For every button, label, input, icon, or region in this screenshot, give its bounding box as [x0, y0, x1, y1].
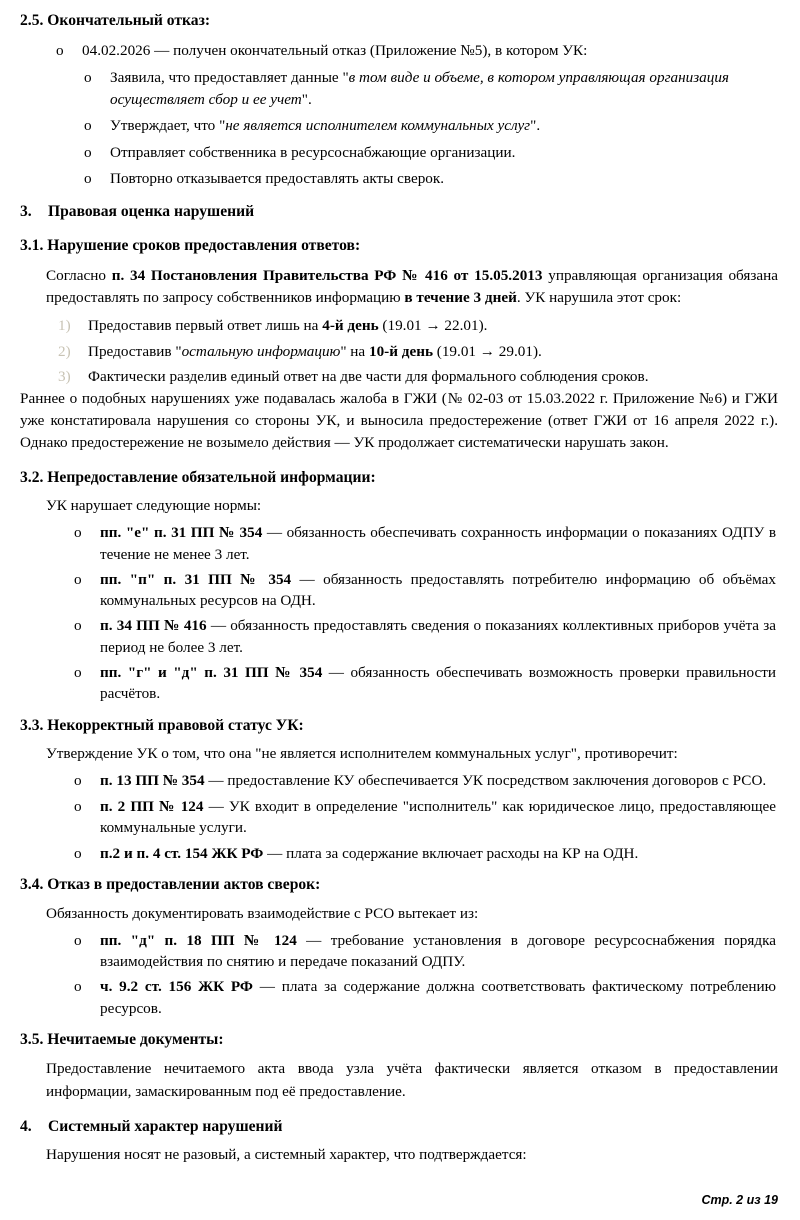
list-item: [0, 163, 800, 190]
circle-bullet-icon: o: [84, 143, 92, 161]
circle-bullet-icon: o: [84, 170, 92, 188]
list-item-label: [100, 615, 776, 658]
circle-bullet-icon: o: [74, 524, 82, 542]
list-item-label: [100, 930, 776, 973]
list-item: [0, 565, 800, 612]
bold-reference: пп. "д" п. 18 ПП № 124: [100, 931, 297, 949]
page-footer: Стр. 2 из 19: [701, 1192, 778, 1207]
text-part: — плата за содержание должна соответствовать фактическому потреблению ресурсов.: [100, 978, 776, 1017]
text-part: — обязанность обеспечивать сохранность информации о показаниях ОДПУ в течение не менее 3 лет.: [100, 524, 776, 563]
circle-bullet-icon: o: [74, 844, 82, 862]
circle-bullet-icon: o: [84, 117, 92, 135]
list-item-label: [110, 115, 774, 137]
list-item: [0, 972, 800, 1019]
quoted-italic-text: не является исполнителем коммунальных услуг: [225, 117, 531, 135]
list-item-label: Отправляет собственника в ресурсоснабжающие организации.: [110, 143, 516, 161]
heading-3-1: 3.1. Нарушение сроков предоставления ответов:: [20, 237, 361, 255]
list-item: [0, 839, 800, 865]
heading-3-5: 3.5. Нечитаемые документы:: [20, 1030, 224, 1048]
bold-reference: в течение 3 дней: [404, 289, 517, 307]
text-part: — плата за содержание включает расходы на КР на ОДН.: [263, 844, 639, 862]
heading-number: 3.: [20, 202, 32, 220]
heading-text: Правовая оценка нарушений: [48, 202, 255, 220]
text-part: Согласно: [46, 266, 112, 284]
list-item-label: [100, 662, 776, 705]
bold-reference: пп. "п" п. 31 ПП № 354: [100, 570, 292, 588]
bold-reference: п. 13 ПП № 354: [100, 772, 205, 790]
heading-3-4: 3.4. Отказ в предоставлении актов сверок:: [20, 876, 321, 894]
text-part: Предоставив первый ответ лишь на: [88, 317, 323, 335]
bold-reference: 4-й день: [322, 317, 379, 335]
circle-bullet-icon: o: [74, 570, 82, 588]
bold-reference: п.2 и п. 4 ст. 154 ЖК РФ: [100, 844, 264, 862]
list-item-label: [110, 67, 774, 110]
text-part: — обязанность предоставлять сведения о показаниях коллективных приборов учёта за период не более 3 лет.: [100, 617, 776, 656]
circle-bullet-icon: o: [74, 978, 82, 996]
bold-reference: пп. "е" п. 31 ПП № 354: [100, 524, 263, 542]
paragraph-3-5: Предоставление нечитаемого акта ввода узла учёта фактически является отказом в предоставлении информации, замаскированным под её предоставление.: [46, 1060, 778, 1100]
text-part: управляющая организация обязана предоставлять по запросу собственников информацию: [46, 266, 778, 307]
list-item: [0, 62, 800, 110]
circle-bullet-icon: o: [74, 664, 82, 682]
list-item: [0, 337, 800, 363]
list-item-label: Повторно отказывается предоставлять акты сверок.: [110, 170, 445, 188]
list-item-label: [100, 770, 776, 791]
text-part: (19.01 → 29.01).: [432, 342, 542, 360]
heading-3-2: 3.2. Непредоставление обязательной информации:: [20, 468, 376, 486]
list-item-label: [100, 976, 776, 1019]
circle-bullet-icon: o: [56, 42, 64, 60]
list-item: [0, 766, 800, 792]
list-item-label: [88, 341, 776, 363]
list-item-label: [100, 796, 776, 839]
paragraph-3-1: [0, 260, 800, 311]
text-part: — предоставление КУ обеспечивается УК посредством заключения договоров с РСО.: [204, 772, 767, 790]
list-number-marker: 2): [58, 342, 71, 360]
list-item-label: 04.02.2026 — получен окончательный отказ (Приложение №5), в котором УК:: [82, 42, 588, 60]
list-item: [0, 311, 800, 337]
bold-reference: 10-й день: [368, 342, 433, 360]
sublist-2-5: [0, 62, 800, 190]
bold-reference: ч. 9.2 ст. 156 ЖК РФ: [100, 978, 253, 996]
intro-3-2: УК нарушает следующие нормы:: [46, 497, 262, 515]
text-part: . УК нарушила этот срок:: [516, 289, 682, 307]
circle-bullet-icon: o: [74, 617, 82, 635]
list-item: [0, 34, 800, 62]
list-item: [0, 658, 800, 705]
intro-3-3: Утверждение УК о том, что она "не является исполнителем коммунальных услуг", противоречит:: [46, 745, 678, 763]
list-item: [0, 611, 800, 658]
list-item: [0, 926, 800, 973]
circle-bullet-icon: o: [74, 931, 82, 949]
list-item: [0, 362, 800, 388]
intro-3-4: Обязанность документировать взаимодействие с РСО вытекает из:: [46, 904, 479, 922]
list-item-label: [100, 569, 776, 612]
list-3-3: [0, 766, 800, 864]
paragraph-3-1-after: Раннее о подобных нарушениях уже подавалась жалоба в ГЖИ (№ 02-03 от 15.03.2022 г. Приложение №6) и ГЖИ уже констатировала нарушения со стороны УК, и выносила предостережение (ответ ГЖИ от 16 апреля 2022 г.). Однако предостережение не возымело действия — УК продолжает систематически нарушать закон.: [20, 390, 778, 452]
heading-3: [0, 190, 800, 225]
list-item: [0, 137, 800, 164]
bold-reference: п. 2 ПП № 124: [100, 797, 204, 815]
heading-text: Системный характер нарушений: [48, 1117, 283, 1135]
text-part: Заявила, что предоставляет данные ": [110, 69, 349, 87]
list-number-marker: 1): [58, 317, 71, 335]
paragraph-4: Нарушения носят не разовый, а системный характер, что подтверждается:: [46, 1146, 527, 1164]
heading-4: [0, 1105, 800, 1140]
bold-reference: пп. "г" и "д" п. 31 ПП № 354: [100, 664, 323, 682]
list-3-2: [0, 518, 800, 704]
heading-3-3: 3.3. Некорректный правовой статус УК:: [20, 716, 304, 734]
text-part: — УК входит в определение "исполнитель" как юридическое лицо, предоставляющее коммунальные услуги.: [100, 797, 776, 837]
list-item-label: [100, 843, 776, 864]
quoted-italic-text: в том виде и объеме, в котором управляющая организация осуществляет сбор и ее учет: [110, 69, 729, 108]
list-number-marker: 3): [58, 368, 71, 386]
text-part: — обязанность предоставлять потребителю информацию об объёмах коммунальных ресурсов на ОДН.: [100, 570, 776, 610]
list-item-label: [100, 522, 776, 565]
list-item: [0, 110, 800, 137]
list-item: [0, 792, 800, 839]
text-part: — требование установления в договоре ресурсоснабжения порядка взаимодействия по снятию и передаче показаний ОДПУ.: [100, 931, 776, 971]
list-item-label: [88, 315, 776, 337]
circle-bullet-icon: o: [84, 69, 92, 87]
bold-reference: п. 34 ПП № 416: [100, 617, 207, 635]
quoted-italic-text: остальную информацию: [181, 342, 341, 360]
text-part: Предоставив ": [88, 342, 182, 360]
text-part: ".: [301, 90, 312, 108]
heading-2-5: 2.5. Окончательный отказ:: [20, 12, 211, 29]
numbered-list-3-1: [0, 311, 800, 388]
text-part: ".: [530, 117, 541, 135]
circle-bullet-icon: o: [74, 797, 82, 815]
list-item: [0, 518, 800, 565]
bold-reference: п. 34 Постановления Правительства РФ № 416 от 15.05.2013: [111, 266, 543, 284]
text-part: Утверждает, что ": [110, 117, 226, 135]
text-part: " на: [340, 342, 369, 360]
circle-bullet-icon: o: [74, 772, 82, 790]
text-part: — обязанность обеспечивать возможность проверки правильности расчётов.: [100, 664, 776, 703]
text-part: (19.01 → 22.01).: [378, 317, 488, 335]
list-2-5: [0, 34, 800, 62]
list-item-label: Фактически разделив единый ответ на две части для формального соблюдения сроков.: [88, 368, 649, 386]
list-3-4: [0, 926, 800, 1019]
heading-number: 4.: [20, 1117, 32, 1135]
